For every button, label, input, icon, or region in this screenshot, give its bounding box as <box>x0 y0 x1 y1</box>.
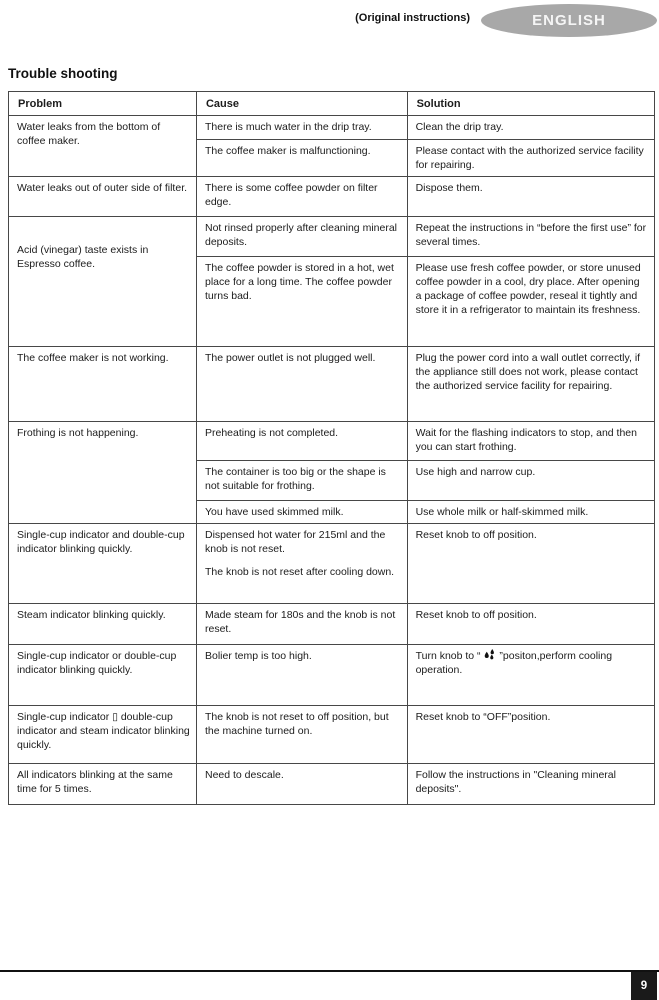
troubleshooting-table <box>8 91 655 805</box>
solution-cell: Use whole milk or half-skimmed milk. <box>407 501 654 524</box>
problem-cell: Single-cup indicator or double-cup indicator blinking quickly. <box>9 645 197 706</box>
cause-cell: Preheating is not completed. <box>196 422 407 461</box>
solution-text-suffix: ”positon,perform cooling operation. <box>415 650 613 676</box>
solution-cell: Reset knob to off position. <box>407 604 654 645</box>
cause-cell: Need to descale. <box>196 764 407 805</box>
solution-cell: Follow the instructions in "Cleaning mineral deposits". <box>407 764 654 805</box>
page-title: Trouble shooting <box>8 66 118 81</box>
solution-cell: Please use fresh coffee powder, or store unused coffee powder in a cool, dry place. After opening a package of coffee powder, reseal it tightly and store it in a refrigerator to maintain its freshness. <box>407 257 654 347</box>
cause-cell: You have used skimmed milk. <box>196 501 407 524</box>
solution-cell: Dispose them. <box>407 177 654 217</box>
solution-cell: Please contact with the authorized service facility for repairing. <box>407 140 654 177</box>
table-header-row <box>9 92 655 116</box>
language-badge <box>481 4 657 37</box>
solution-cell: Plug the power cord into a wall outlet correctly, if the appliance still does not work, please contact the authorized service facility for repairing. <box>407 347 654 422</box>
table-row <box>9 764 655 805</box>
problem-cell: Steam indicator blinking quickly. <box>9 604 197 645</box>
page-number: 9 <box>631 972 657 1000</box>
cause-cell: The container is too big or the shape is not suitable for frothing. <box>196 461 407 501</box>
solution-cell <box>407 645 654 706</box>
cause-paragraph: The knob is not reset after cooling down. <box>204 566 395 578</box>
cause-cell: There is much water in the drip tray. <box>196 116 407 140</box>
problem-cell: Water leaks out of outer side of filter. <box>9 177 197 217</box>
language-badge-label: ENGLISH <box>532 12 606 29</box>
cause-cell <box>196 524 407 604</box>
table-row <box>9 177 655 217</box>
problem-cell: The coffee maker is not working. <box>9 347 197 422</box>
problem-cell: Acid (vinegar) taste exists in Espresso coffee. <box>9 217 197 347</box>
table-row <box>9 524 655 604</box>
solution-cell: Clean the drip tray. <box>407 116 654 140</box>
cause-paragraph: Dispensed hot water for 215ml and the knob is not reset. <box>204 529 386 555</box>
table-row <box>9 347 655 422</box>
problem-cell: Frothing is not happening. <box>9 422 197 524</box>
steam-droplets-icon <box>483 649 496 660</box>
table-row <box>9 604 655 645</box>
column-header-cause: Cause <box>196 92 407 116</box>
solution-cell: Repeat the instructions in “before the first use” for several times. <box>407 217 654 257</box>
cause-cell: Made steam for 180s and the knob is not reset. <box>196 604 407 645</box>
cause-cell: There is some coffee powder on filter edge. <box>196 177 407 217</box>
original-instructions-label: (Original instructions) <box>355 12 470 24</box>
column-header-solution: Solution <box>407 92 654 116</box>
problem-cell: Water leaks from the bottom of coffee maker. <box>9 116 197 177</box>
solution-cell: Wait for the flashing indicators to stop, and then you can start frothing. <box>407 422 654 461</box>
problem-cell: Single-cup indicator and double-cup indicator blinking quickly. <box>9 524 197 604</box>
cause-cell: The power outlet is not plugged well. <box>196 347 407 422</box>
table-row <box>9 706 655 764</box>
cause-cell: The knob is not reset to off position, but the machine turned on. <box>196 706 407 764</box>
column-header-problem: Problem <box>9 92 197 116</box>
cause-cell: The coffee powder is stored in a hot, wet place for a long time. The coffee powder turns bad. <box>196 257 407 347</box>
solution-cell: Use high and narrow cup. <box>407 461 654 501</box>
solution-text-prefix: Turn knob to “ <box>415 650 484 662</box>
cause-cell: Not rinsed properly after cleaning mineral deposits. <box>196 217 407 257</box>
footer-rule <box>0 970 659 972</box>
cause-cell: The coffee maker is malfunctioning. <box>196 140 407 177</box>
table-row <box>9 116 655 140</box>
table-row <box>9 645 655 706</box>
solution-cell: Reset knob to off position. <box>407 524 654 604</box>
cause-cell: Bolier temp is too high. <box>196 645 407 706</box>
table-row <box>9 217 655 257</box>
solution-cell: Reset knob to “OFF”position. <box>407 706 654 764</box>
table-row <box>9 422 655 461</box>
problem-cell: Single-cup indicator ▯ double-cup indicator and steam indicator blinking quickly. <box>9 706 197 764</box>
problem-cell: All indicators blinking at the same time for 5 times. <box>9 764 197 805</box>
